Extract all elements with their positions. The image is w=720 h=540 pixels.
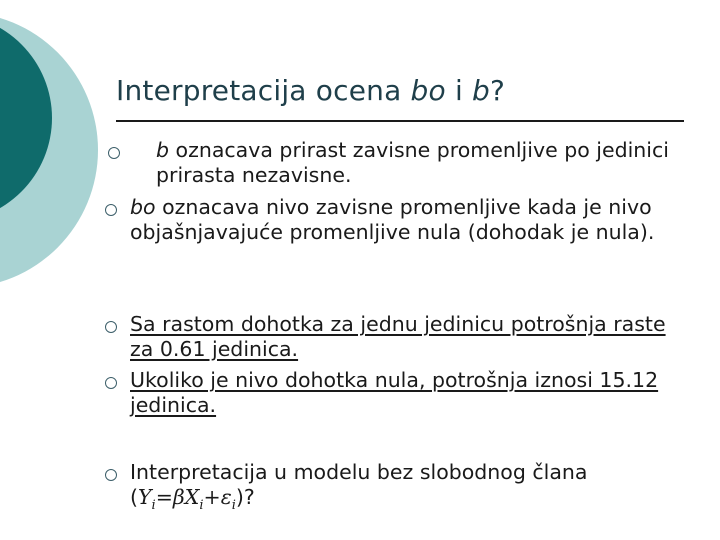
teal-circle-decoration bbox=[0, 0, 120, 300]
slide-title: Interpretacija ocena bo i b? bbox=[116, 74, 506, 107]
bullet-5-text bbox=[130, 460, 690, 518]
bullet-icon bbox=[108, 147, 120, 159]
formula: $(Y_i=\beta X_i+\varepsilon_i)$? bbox=[130, 485, 255, 514]
bullet-2-text: bo oznacava nivo zavisne promenljive kada je nivo objašnjavajuće promenljive nula (dohodak je nula). bbox=[130, 195, 655, 244]
title-divider bbox=[116, 120, 684, 122]
bullet-icon bbox=[105, 469, 117, 481]
bullet-5-label: Interpretacija u modelu bez slobodnog člana bbox=[130, 460, 588, 484]
bullet-icon bbox=[105, 377, 117, 389]
bullet-icon bbox=[105, 204, 117, 216]
bullet-icon bbox=[105, 321, 117, 333]
bullet-4-text: Ukoliko je nivo dohotka nula, potrošnja iznosi 15.12 jedinica. bbox=[130, 368, 659, 417]
bullet-1-text: b oznacava prirast zavisne promenljive po jedinici prirasta nezavisne. bbox=[156, 138, 669, 187]
bullet-3-text: Sa rastom dohotka za jednu jedinicu potrošnja raste za 0.61 jedinica. bbox=[130, 312, 666, 361]
